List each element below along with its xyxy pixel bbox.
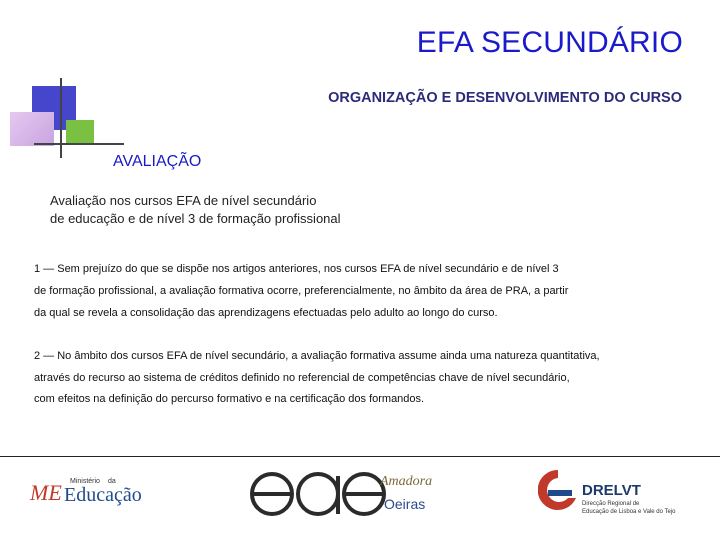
ministerio-educacao-logo	[30, 478, 150, 514]
eae-place-1: Amadora	[380, 474, 433, 489]
me-small-text: Ministério	[70, 478, 100, 485]
eae-place-2: Oeiras	[384, 496, 426, 512]
decor-line-vertical	[60, 78, 62, 158]
paragraph-1-line-2: de formação profissional, a avaliação formativa ocorre, preferencialmente, no âmbito da área de PRA, a partir	[34, 285, 569, 297]
page-subtitle: ORGANIZAÇÃO E DESENVOLVIMENTO DO CURSO	[328, 90, 682, 106]
paragraph-2-line-2: através do recurso ao sistema de créditos definido no referencial de competências chave de nível secundário,	[34, 372, 570, 384]
paragraph-2-line-1: 2 — No âmbito dos cursos EFA de nível secundário, a avaliação formativa assume ainda uma natureza quantitativa,	[34, 350, 600, 362]
decor-square-pink	[10, 112, 54, 146]
paragraph-2-line-3: com efeitos na definição do percurso formativo e na certificação dos formandos.	[34, 393, 425, 405]
me-name: Educação	[64, 484, 142, 506]
page-title: EFA SECUNDÁRIO	[416, 26, 683, 59]
intro-line-2: de educação e de nível 3 de formação profissional	[50, 211, 341, 226]
section-heading: AVALIAÇÃO	[113, 153, 202, 170]
drelvt-mark-icon	[538, 468, 578, 516]
drelvt-name: DRELVT	[582, 482, 641, 499]
me-mark: ME	[30, 480, 62, 505]
eae-logo	[248, 466, 448, 518]
paragraph-1-line-3: da qual se revela a consolidação das aprendizagens efectuadas pelo adulto ao longo do curso.	[34, 307, 498, 319]
intro-line-1: Avaliação nos cursos EFA de nível secundário	[50, 193, 317, 208]
decor-line-horizontal	[34, 143, 124, 145]
footer-divider	[0, 456, 720, 457]
drelvt-line-2: Educação de Lisboa e Vale do Tejo	[582, 509, 676, 515]
drelvt-line-1: Direcção Regional de	[582, 501, 640, 507]
paragraph-1-line-1: 1 — Sem prejuízo do que se dispõe nos artigos anteriores, nos cursos EFA de nível secundário e de nível 3	[34, 263, 559, 275]
decor-square-green	[66, 120, 94, 144]
me-small-text-2: da	[108, 478, 116, 485]
drelvt-logo	[538, 466, 708, 522]
